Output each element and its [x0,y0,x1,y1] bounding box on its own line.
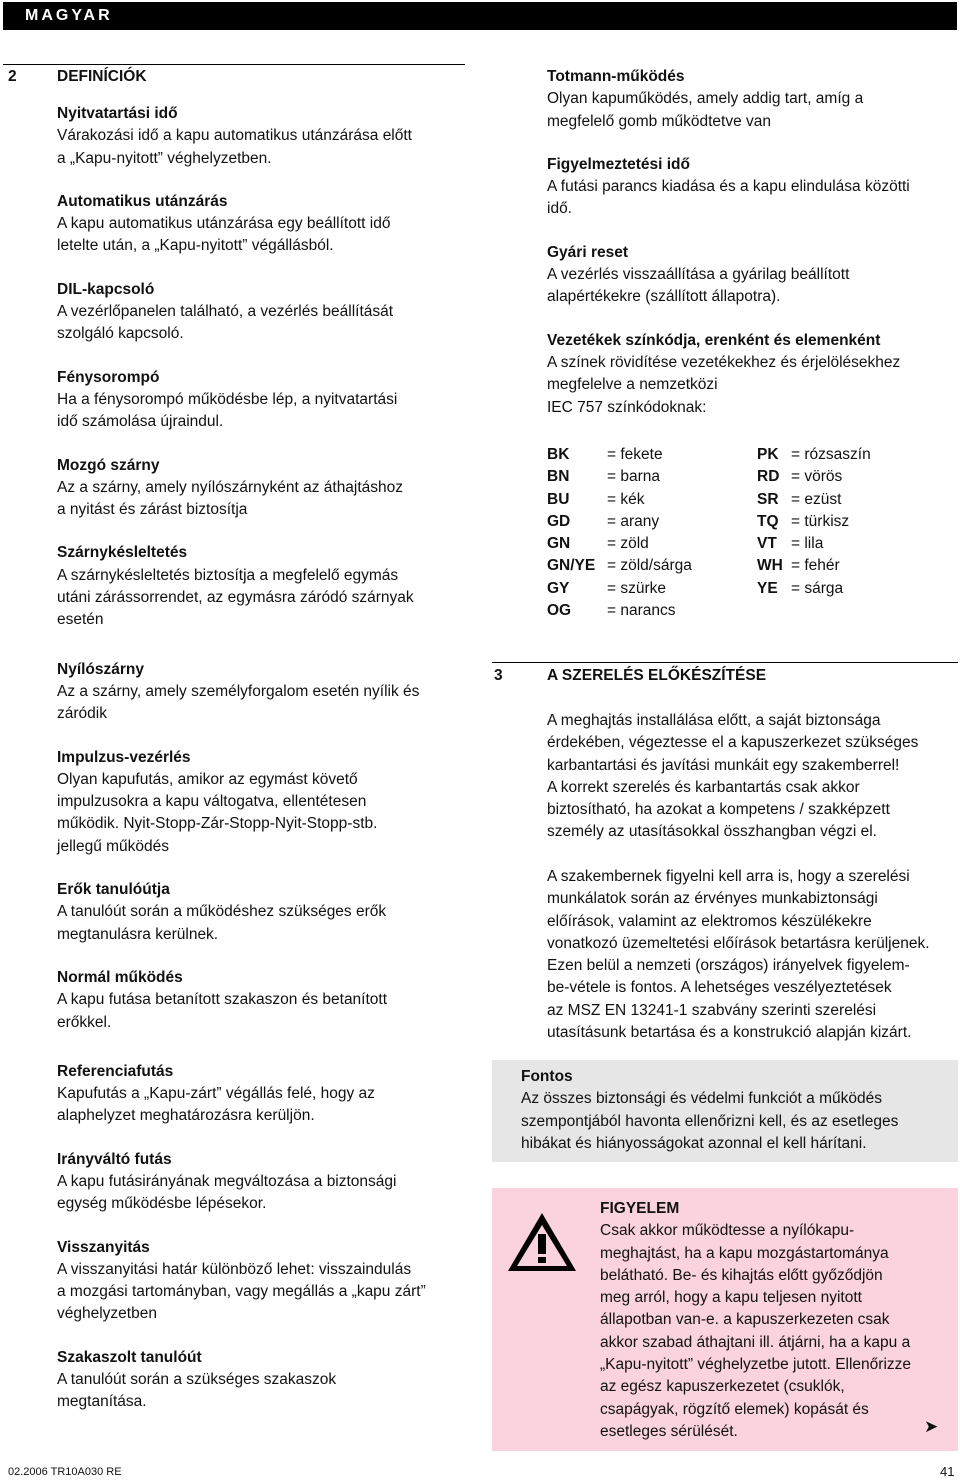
color-code: SR [757,490,779,508]
color-code: RD [757,468,780,486]
definition-entry [57,542,477,631]
definition-title: DIL-kapcsoló [57,280,155,298]
page-number: 41 [940,1464,955,1479]
note-title: Fontos [521,1068,573,1085]
color-code: BK [547,446,570,463]
definition-entry [57,1237,477,1326]
definition-body: Kapufutás a „Kapu-zárt” végállás felé, hogy az alaphelyzet meghatározásra kerüljön. [57,1085,375,1125]
color-name: = fehér [791,557,840,575]
definition-body: A színek rövidítése vezetékekhez és érjelölésekhez megfelelve a nemzetközi IEC 757 színkódoknak: [547,353,901,416]
section-3-title: A SZERELÉS ELŐKÉSZÍTÉSE [547,667,767,684]
color-name: = rózsaszín [791,446,871,463]
color-code: GN [547,535,571,553]
color-name: = sárga [791,579,844,597]
definition-entry [57,191,477,258]
definition-entry [57,747,477,858]
color-code: YE [757,579,778,597]
definition-body: Az a szárny, amely nyílószárnyként az áthajtáshoz a nyitást és zárást biztosítja [57,478,404,519]
definition-entry [57,967,477,1034]
definition-title: Gyári reset [547,243,628,261]
definition-title: Nyitvatartási idő [57,105,178,122]
definition-body: A kapu automatikus utánzárása egy beállított idő letelte után, a „Kapu-nyitott” végállásból. [57,215,391,255]
definition-title: Referenciafutás [57,1062,174,1080]
color-code-row [547,511,947,533]
continue-arrow-icon: ➤ [924,1417,939,1436]
color-name: = narancs [607,602,676,620]
definition-entry [57,1061,477,1128]
definition-body: A futási parancs kiadása és a kapu elindulása közötti idő. [547,178,910,218]
color-code: OG [547,602,572,620]
definition-title: Normál működés [57,968,183,986]
definition-body: Olyan kapuműködés, amely addig tart, amíg a megfelelő gomb működtetve van [547,90,864,130]
definition-body: A kapu futása betanított szakaszon és betanított erőkkel. [57,991,388,1031]
color-name: = zöld [607,535,649,553]
definition-title: Erők tanulóútja [57,881,170,899]
color-code-row [547,533,947,555]
definition-body: Az a szárny, amely személyforgalom esetén nyílik és záródik [57,682,420,723]
definition-title: Automatikus utánzárás [57,192,228,210]
definition-entry [547,66,957,133]
color-name: = ezüst [791,490,842,508]
definition-entry [57,1149,477,1216]
definition-title: Totmann-működés [547,68,685,85]
definition-title: Figyelmeztetési idő [547,155,690,173]
color-code: BN [547,468,570,486]
definition-entry [57,455,477,522]
color-name: = vörös [791,468,843,486]
color-code: GD [547,512,571,530]
language-header-bar [3,2,957,30]
definition-entry [57,879,477,946]
warning-box [492,1188,958,1451]
color-code: WH [757,557,783,575]
definition-body: Ha a fénysorompó működésbe lép, a nyitvatartási idő számolása újraindul. [57,390,398,431]
definition-title: Visszanyitás [57,1238,150,1256]
color-code-table [547,444,947,622]
definition-title: Irányváltó futás [57,1150,172,1168]
definition-entry [57,279,477,346]
definition-body: A vezérlés visszaállítása a gyárilag beállított alapértékekre (szállított állapotra). [547,266,850,306]
color-name: = arany [607,512,660,530]
definition-title: Szárnykésleltetés [57,544,188,562]
color-name: = kék [607,490,645,508]
definition-body: A tanulóút során a működéshez szükséges erők megtanulásra kerülnek. [57,903,387,943]
color-code: PK [757,446,779,463]
definition-title: Fénysorompó [57,368,160,386]
color-code-row [547,600,947,622]
color-code-row [547,489,947,511]
definition-title: Vezetékek színkódja, erenként és elemenként [547,331,881,349]
color-code: VT [757,535,777,553]
definition-entry [57,659,477,726]
color-code-row [547,466,947,488]
section-2-title: DEFINÍCIÓK [57,68,147,85]
definition-entry [57,103,477,170]
language-label: MAGYAR [25,7,113,24]
color-name: = barna [607,468,661,486]
color-code-row [547,444,947,466]
definition-title: Szakaszolt tanulóút [57,1348,202,1366]
note-body: Az összes biztonsági és védelmi funkciót a működés szempontjából havonta ellenőrizni kell, és az esetleges hibákat és hiányosságokat azonnal el kell hárítani. [521,1090,899,1152]
color-code: BU [547,490,570,508]
section-3-paragraph-1: A meghajtás installálása előtt, a saját biztonsága érdekében, végeztesse el a kapuszerkezet szükséges karbantartási és javítási munkáit egy szakemberrel! A korrekt szerelés és karbantartás csak akkor biztosítható, ha azokat a kompetens / szakképzett személy az utasításokkal összhangban végzi el. [547,712,919,841]
color-name: = fekete [607,446,663,463]
color-name: = türkisz [791,512,850,530]
definition-entry [547,330,957,419]
warning-title: FIGYELEM [600,1200,680,1217]
color-code: GY [547,579,570,597]
document-code: 02.2006 TR10A030 RE [8,1466,122,1478]
definition-body: Várakozási idő a kapu automatikus utánzárása előtt a „Kapu-nyitott” véghelyzetben. [57,127,412,167]
definition-entry [547,154,957,221]
definition-entry [57,367,477,434]
color-code: GN/YE [547,557,596,575]
color-code-row [547,578,947,600]
important-note-box [492,1060,958,1162]
section-3-paragraph-2: A szakembernek figyelni kell arra is, hogy a szerelési munkálatok során az érvényes munkabiztonsági előírások, valamint az elektromos készülékekre vonatkozó üzemeltetési előírások betartásra kerüljenek. Ezen belül a nemzeti (országos) irányelvek figyelem- be-vétele is fontos. A lehetséges veszélyeztetések az MSZ EN 13241-1 szabvány szerinti szerelési utasításunk betartása és a konstrukció alapján kizárt. [547,868,930,1042]
color-code-row [547,555,947,577]
definition-entry [547,242,957,309]
color-name: = szürke [607,579,667,597]
section-2-divider [3,64,465,65]
definition-title: Mozgó szárny [57,456,160,474]
definition-body: A tanulóút során a szükséges szakaszok megtanítása. [57,1371,337,1411]
definition-title: Impulzus-vezérlés [57,748,191,766]
definition-title: Nyílószárny [57,660,145,678]
definition-body: A vezérlőpanelen található, a vezérlés beállítását szolgáló kapcsoló. [57,303,394,343]
definition-body: A kapu futásirányának megváltozása a biztonsági egység működésbe lépésekor. [57,1172,397,1213]
color-code: TQ [757,512,779,530]
definition-body: Olyan kapufutás, amikor az egymást követő impulzusokra a kapu váltogatva, ellentétesen működik. Nyit-Stopp-Zár-Stopp-Nyit-Stopp-stb. jellegű működés [57,770,378,855]
color-name: = zöld/sárga [607,557,692,575]
definition-body: A szárnykésleltetés biztosítja a megfelelő egymás utáni zárássorrendet, az egymásra záródó szárnyak esetén [57,566,414,629]
section-3-divider [492,662,958,663]
definition-entry [57,1347,477,1414]
warning-triangle-icon [506,1210,578,1274]
definition-body: A visszanyitási határ különböző lehet: visszaindulás a mozgási tartományban, vagy megállás a „kapu zárt” véghelyzetben [57,1260,426,1323]
definitions-left-column [57,103,477,1414]
color-name: = lila [791,535,824,553]
warning-body: Csak akkor működtesse a nyílókapu- meghajtást, ha a kapu mozgástartománya belátható. Be- és kihajtás előtt győződjön meg arról, hogy a kapu teljesen nyitott állapotban van-e. a kapuszerkezeten csak akkor szabad áthajtani ill. átjárni, ha a kapu a „Kapu-nyitott” véghelyzetbe jutott. Ellenőrizze az egész kapuszerkezetet (csuklók, csapágyak, rögzítő elemek) kopását és esetleges sérülését. [600,1222,912,1440]
section-3-number: 3 [494,667,503,684]
definitions-right-column [547,66,957,419]
section-2-number: 2 [8,68,17,85]
